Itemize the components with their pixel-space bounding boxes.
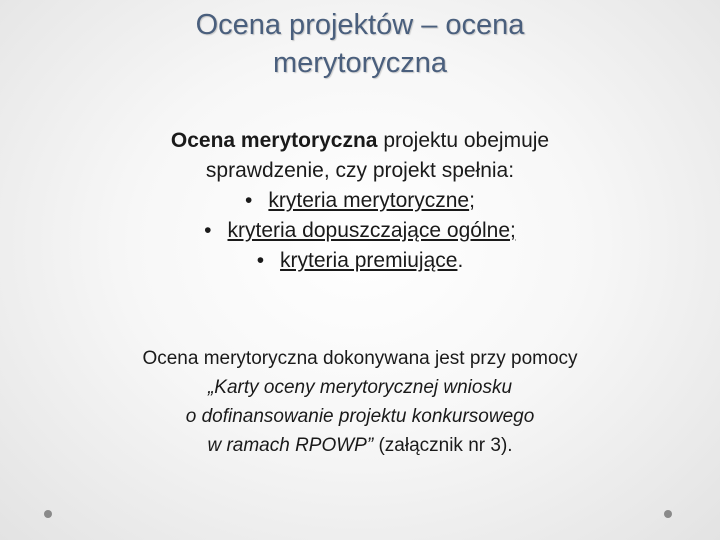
evaluation-line-1: Ocena merytoryczna dokonywana jest przy pomocy (142, 348, 578, 369)
evaluation-line-3 (0, 402, 720, 431)
criteria-bullet-item (0, 186, 720, 216)
slide-title-line-1: Ocena projektów – ocena (195, 9, 525, 41)
bullet-dot-icon: • (256, 249, 265, 272)
criteria-bullet-item (0, 216, 720, 246)
criteria-bullet-text: kryteria dopuszczające ogólne; (227, 219, 516, 242)
criteria-intro-rest: projektu obejmuje (377, 129, 550, 152)
criteria-bullet-suffix: . (457, 249, 464, 272)
criteria-intro-bold: Ocena merytoryczna (170, 129, 378, 152)
criteria-intro-line-1 (0, 126, 720, 156)
evaluation-line-3-italic: o dofinansowanie projektu konkursowego (185, 406, 535, 427)
criteria-bullet-suffix: ; (469, 189, 475, 212)
bullet-dot-icon: • (245, 189, 253, 212)
decorative-dot-left (44, 510, 52, 518)
evaluation-card-paragraph (0, 344, 720, 460)
bullet-dot-icon: • (204, 219, 212, 242)
criteria-bullet-text: kryteria merytoryczne (268, 189, 470, 212)
criteria-bullet-text: kryteria premiujące (280, 249, 458, 272)
slide-title (0, 6, 720, 82)
criteria-bullet-item (0, 246, 720, 276)
slide-title-line-2: merytoryczna (272, 47, 448, 79)
evaluation-line-4-italic: w ramach RPOWP” (207, 435, 374, 456)
criteria-paragraph (0, 126, 720, 276)
criteria-intro-line-2: sprawdzenie, czy projekt spełnia: (205, 159, 515, 182)
evaluation-line-4-rest: (załącznik nr 3). (373, 435, 513, 456)
evaluation-line-2-italic: „Karty oceny merytorycznej wniosku (207, 377, 513, 398)
evaluation-line-4 (0, 431, 720, 460)
decorative-dot-right (664, 510, 672, 518)
evaluation-line-2 (0, 373, 720, 402)
